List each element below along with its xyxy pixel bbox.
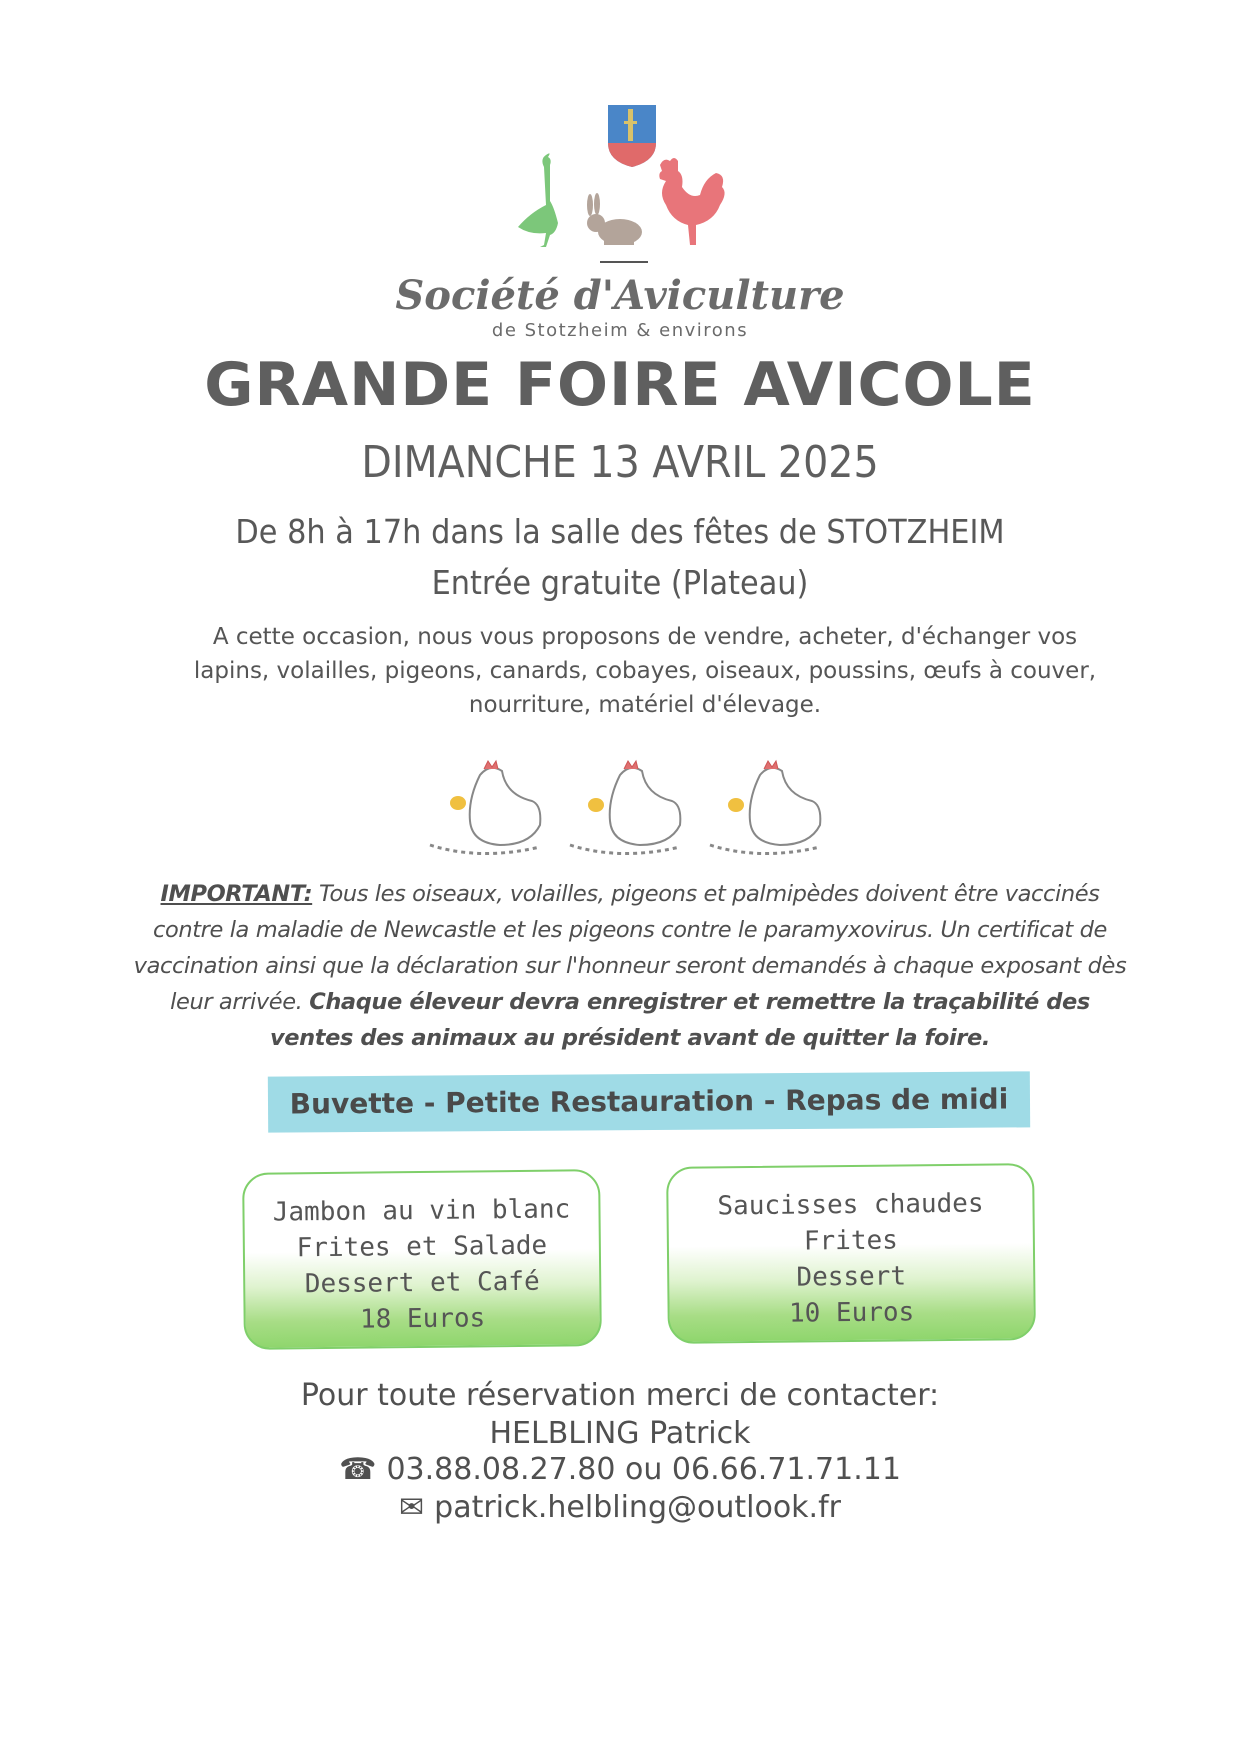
menu-line: Frites et Salade [296,1230,548,1264]
menu-price: 18 Euros [359,1303,486,1335]
menu-line: Dessert [796,1261,907,1293]
event-description: A cette occasion, nous vous proposons de vendre, acheter, d'échanger vos lapins, volailles, pigeons, canards, cobayes, oiseaux, poussins, œufs à couver, nourriture, matériel d'élevage. [193,624,1097,718]
important-text-bold: Chaque éleveur devra enregistrer et remettre la traçabilité des ventes des animaux au président avant de quitter la foire. [269,989,1090,1051]
hen-icon [570,761,680,854]
page-title: GRANDE FOIRE AVICOLE [204,350,1036,420]
rooster-icon [659,158,724,245]
contact-phone[interactable]: 03.88.08.27.80 ou 06.66.71.71.11 [386,1452,901,1487]
event-entry: Entrée gratuite (Plateau) [431,563,809,602]
catering-banner: Buvette - Petite Restauration - Repas de midi [268,1071,1030,1132]
menu-line: Frites [803,1225,898,1257]
hens-illustration [420,745,860,865]
contact-email[interactable]: patrick.helbling@outlook.fr [434,1490,841,1525]
contact-email-row [0,1490,1240,1525]
event-hours-location: De 8h à 17h dans la salle des fêtes de STOTZHEIM [235,512,1005,551]
envelope-icon: ✉ [399,1490,425,1525]
menu-box-sausages [666,1163,1036,1344]
hen-icon [430,761,540,854]
hen-icon [710,761,820,854]
important-text-1: Tous les oiseaux, volailles, pigeons et palmipèdes doivent être vaccinés contre la maladie de Newcastle et les pigeons contre le paramyxovirus. [153,881,1100,943]
menu-line: Saucisses chaudes [717,1188,984,1222]
event-date: DIMANCHE 13 AVRIL 2025 [361,437,879,488]
menu-line: Jambon au vin blanc [272,1194,571,1228]
menu-box-ham [242,1169,602,1350]
rabbit-icon [587,193,642,245]
contact-phone-row [0,1452,1240,1487]
organization-subtitle: de Stotzheim & environs [491,320,749,341]
shield-icon [608,105,656,167]
important-label: IMPORTANT: [160,881,313,907]
important-notice [130,876,1130,1056]
goose-icon [518,153,558,247]
contact-intro: Pour toute réservation merci de contacter: [300,1378,940,1413]
logo-illustration [500,95,780,270]
menu-line: Dessert et Café [304,1266,540,1300]
contact-name: HELBLING Patrick [489,1416,751,1451]
menu-price: 10 Euros [788,1297,915,1329]
organization-name: Société d'Aviculture [395,272,845,319]
important-text-2: Un certificat de vaccination ainsi que la déclaration sur l'honneur seront demandés à chaque exposant dès leur arrivée. [133,917,1127,1015]
phone-icon: ☎ [339,1452,377,1487]
